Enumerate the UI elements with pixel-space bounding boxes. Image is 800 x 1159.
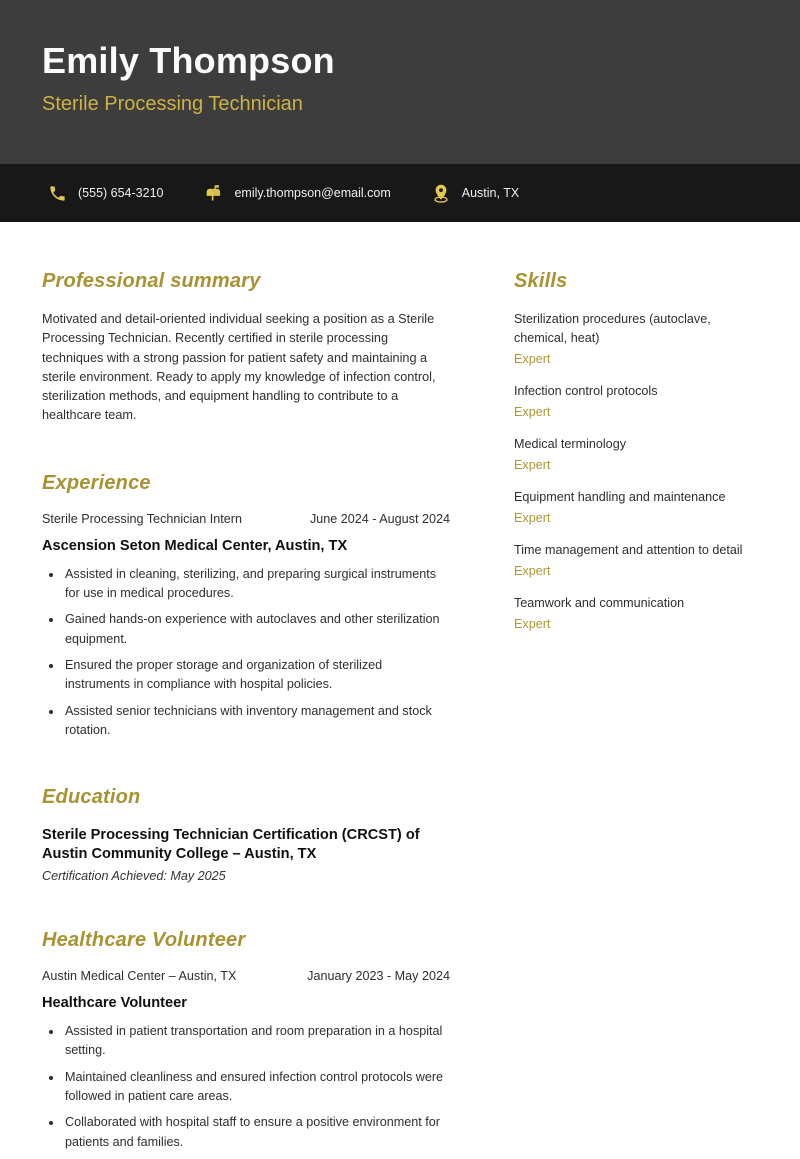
skill-name: Medical terminology xyxy=(514,437,626,451)
location-pin-icon xyxy=(431,183,451,204)
person-name: Emily Thompson xyxy=(42,40,335,81)
section-skills xyxy=(514,270,758,631)
mailbox-icon xyxy=(203,184,223,203)
volunteer-bullet: • Collaborated with hospital staff to ensure a positive environment for patients and families. xyxy=(63,1113,450,1152)
right-column xyxy=(514,270,758,1159)
contact-bar xyxy=(0,164,800,222)
job-title: Sterile Processing Technician xyxy=(42,93,303,116)
left-column xyxy=(42,270,450,1159)
experience-entry xyxy=(42,512,450,740)
skill-item xyxy=(514,310,758,366)
experience-meta-row xyxy=(42,512,450,526)
volunteer-meta-row xyxy=(42,969,450,983)
experience-bullet: • Assisted in cleaning, sterilizing, and preparing surgical instruments for use in medical procedures. xyxy=(63,565,450,604)
skill-level: Expert xyxy=(514,458,551,472)
skill-name: Equipment handling and maintenance xyxy=(514,490,726,504)
skill-level: Expert xyxy=(514,352,551,366)
header xyxy=(0,0,800,164)
skill-item xyxy=(514,594,758,631)
contact-email xyxy=(203,184,390,203)
summary-heading: Professional summary xyxy=(42,270,261,292)
volunteer-bullet: • Maintained cleanliness and ensured infection control protocols were followed in patient care areas. xyxy=(63,1068,450,1107)
skill-item xyxy=(514,541,758,578)
experience-bullet-list xyxy=(42,565,450,740)
location-text: Austin, TX xyxy=(461,186,520,200)
skill-level: Expert xyxy=(514,564,551,578)
skill-item xyxy=(514,435,758,472)
volunteer-bullet-list xyxy=(42,1022,450,1152)
experience-dates: June 2024 - August 2024 xyxy=(309,511,450,526)
skill-item xyxy=(514,382,758,419)
volunteer-dates: January 2023 - May 2024 xyxy=(307,969,450,984)
section-education xyxy=(42,786,450,883)
experience-heading: Experience xyxy=(42,471,151,494)
phone-number: (555) 654-3210 xyxy=(78,186,164,200)
experience-bullet: • Ensured the proper storage and organization of sterilized instruments in compliance with hospital policies. xyxy=(63,656,450,695)
volunteer-role: Healthcare Volunteer xyxy=(42,995,187,1012)
section-experience xyxy=(42,472,450,740)
experience-bullet: • Assisted senior technicians with inventory management and stock rotation. xyxy=(63,702,450,741)
section-summary xyxy=(42,270,450,426)
skill-name: Infection control protocols xyxy=(514,384,658,398)
phone-icon xyxy=(48,184,67,203)
volunteer-heading: Healthcare Volunteer xyxy=(42,929,246,952)
resume-body xyxy=(0,222,800,1159)
education-note: Certification Achieved: May 2025 xyxy=(42,869,226,884)
email-address: emily.thompson@email.com xyxy=(234,186,391,200)
skills-heading: Skills xyxy=(514,270,568,292)
skill-name: Time management and attention to detail xyxy=(514,543,743,557)
volunteer-bullet: • Assisted in patient transportation and room preparation in a hospital setting. xyxy=(63,1022,450,1061)
volunteer-org: Austin Medical Center – Austin, TX xyxy=(42,969,237,984)
experience-job-title: Sterile Processing Technician Intern xyxy=(42,511,242,526)
skill-level: Expert xyxy=(514,511,551,525)
skill-name: Teamwork and communication xyxy=(514,596,685,610)
education-degree: Sterile Processing Technician Certification (CRCST) of Austin Community College – Austin, TX xyxy=(42,827,420,863)
section-volunteer xyxy=(42,929,450,1152)
skill-name: Sterilization procedures (autoclave, chemical, heat) xyxy=(514,312,711,345)
contact-location xyxy=(431,183,519,204)
experience-company: Ascension Seton Medical Center, Austin, TX xyxy=(42,537,348,554)
contact-phone xyxy=(48,184,163,203)
summary-text: Motivated and detail-oriented individual seeking a position as a Sterile Processing Technician. Recently certified in sterile processing techniques with a strong passion for patient safety and maintaining a sterile environment. Ready to apply my knowledge of infection control, sterilization methods, and equipment handling to contribute to a healthcare team. xyxy=(42,312,436,423)
skill-level: Expert xyxy=(514,405,551,419)
skill-item xyxy=(514,488,758,525)
education-heading: Education xyxy=(42,786,141,809)
experience-bullet: • Gained hands-on experience with autoclaves and other sterilization equipment. xyxy=(63,610,450,649)
skill-level: Expert xyxy=(514,617,551,631)
